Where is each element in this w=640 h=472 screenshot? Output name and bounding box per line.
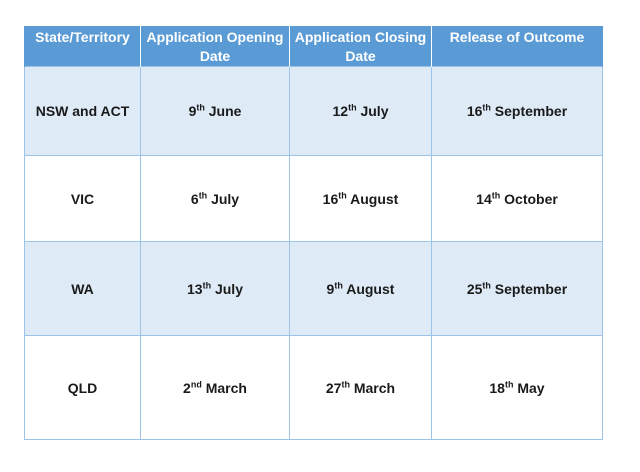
header-closing-date: Application Closing Date xyxy=(290,26,432,67)
table-row xyxy=(25,67,603,156)
table-header-row xyxy=(25,26,603,67)
closing-date-cell xyxy=(290,336,432,440)
date-suffix: th xyxy=(334,279,343,290)
date-day: 2 xyxy=(183,379,191,396)
date-suffix: th xyxy=(338,189,347,200)
date-day: 16 xyxy=(466,103,483,119)
closing-date-cell xyxy=(290,67,432,156)
outcome-date-cell xyxy=(432,336,603,440)
opening-date-cell xyxy=(141,336,290,440)
date-day: 9 xyxy=(326,280,335,297)
date-day: 14 xyxy=(476,190,492,207)
state-cell: VIC xyxy=(25,156,141,242)
date-month: October xyxy=(504,190,558,207)
date-month: July xyxy=(360,103,389,119)
date-suffix: th xyxy=(348,102,357,113)
date-day: 13 xyxy=(187,280,203,297)
date-day: 6 xyxy=(190,190,199,207)
state-cell: QLD xyxy=(25,336,141,440)
date-suffix: th xyxy=(504,378,514,389)
header-state-territory: State/Territory xyxy=(25,26,141,67)
date-month: August xyxy=(350,190,399,207)
date-month: March xyxy=(353,379,396,396)
date-suffix: th xyxy=(491,189,501,200)
date-suffix: th xyxy=(482,279,491,290)
date-month: September xyxy=(494,103,568,119)
date-suffix: th xyxy=(196,102,205,113)
date-suffix: th xyxy=(482,102,491,113)
state-cell: NSW and ACT xyxy=(25,67,141,156)
date-day: 25 xyxy=(466,280,483,297)
header-release-of-outcome: Release of Outcome xyxy=(432,26,603,67)
closing-date-cell xyxy=(290,156,432,242)
date-suffix: th xyxy=(198,189,208,200)
date-day: 9 xyxy=(188,103,197,119)
date-month: July xyxy=(211,190,240,207)
date-suffix: nd xyxy=(190,378,202,389)
date-month: August xyxy=(346,280,395,297)
date-suffix: th xyxy=(202,279,212,290)
opening-date-cell xyxy=(141,156,290,242)
date-day: 27 xyxy=(325,379,342,396)
date-month: July xyxy=(214,280,243,297)
state-cell: WA xyxy=(25,242,141,336)
date-month: September xyxy=(494,280,568,297)
opening-date-cell xyxy=(141,242,290,336)
date-day: 12 xyxy=(332,103,349,119)
table-row xyxy=(25,156,603,242)
date-day: 18 xyxy=(489,379,505,396)
outcome-date-cell xyxy=(432,67,603,156)
table-row xyxy=(25,242,603,336)
header-opening-date: Application Opening Date xyxy=(141,26,290,67)
date-suffix: th xyxy=(341,378,350,389)
application-dates-table xyxy=(24,26,603,440)
closing-date-cell xyxy=(290,242,432,336)
date-month: June xyxy=(208,103,242,119)
date-day: 16 xyxy=(322,190,339,207)
outcome-date-cell xyxy=(432,242,603,336)
date-month: May xyxy=(517,379,545,396)
outcome-date-cell xyxy=(432,156,603,242)
opening-date-cell xyxy=(141,67,290,156)
table-row xyxy=(25,336,603,440)
date-month: March xyxy=(205,379,247,396)
